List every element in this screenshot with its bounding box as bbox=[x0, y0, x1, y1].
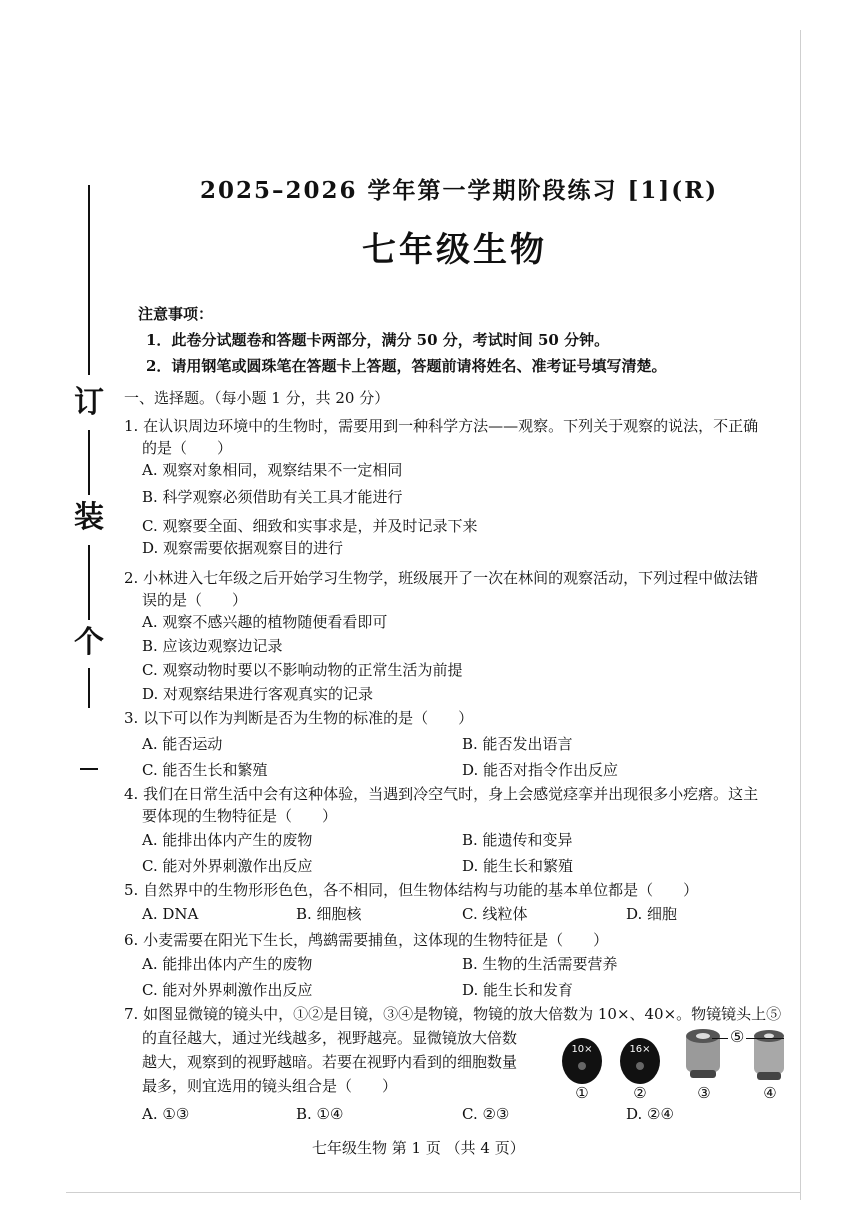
option-a: A. DNA bbox=[142, 905, 199, 923]
notice-heading: 注意事项： bbox=[138, 305, 214, 323]
binding-char-ge: 个 bbox=[74, 625, 104, 660]
question-stem: 3. 以下可以作为判断是否为生物的标准的是（ ） bbox=[124, 709, 474, 727]
option-c: C. 线粒体 bbox=[462, 905, 528, 923]
page-footer: 七年级生物 第 1 页 （共 4 页） bbox=[312, 1139, 525, 1157]
binding-char-ding: 订 bbox=[74, 385, 104, 420]
question-stem: 越大，观察到的视野越暗。若要在视野内看到的细胞数量 bbox=[142, 1053, 518, 1071]
option-b: B. 生物的生活需要营养 bbox=[462, 955, 618, 973]
option-d: D. 细胞 bbox=[626, 905, 678, 923]
question-stem: 5. 自然界中的生物形形色色，各不相同，但生物体结构与功能的基本单位都是（ ） bbox=[124, 881, 699, 899]
lens-label: ③ bbox=[697, 1084, 711, 1102]
question-stem: 误的是（ ） bbox=[142, 591, 248, 609]
question-stem: 的是（ ） bbox=[142, 439, 233, 457]
binding-line bbox=[88, 668, 90, 708]
option-a: A. 观察不感兴趣的植物随便看看即可 bbox=[142, 613, 388, 631]
binding-line bbox=[88, 545, 90, 620]
option-d: D. 能生长和繁殖 bbox=[462, 857, 574, 875]
scan-edge-bottom bbox=[66, 1192, 801, 1193]
lens-label: ② bbox=[633, 1084, 647, 1102]
option-a: A. 能排出体内产生的废物 bbox=[142, 955, 313, 973]
binding-tick bbox=[80, 768, 98, 770]
option-a: A. 能否运动 bbox=[142, 735, 223, 753]
option-c: C. 能对外界刺激作出反应 bbox=[142, 857, 313, 875]
option-b: B. 能遗传和变异 bbox=[462, 831, 573, 849]
binding-char-zhuang: 装 bbox=[74, 500, 104, 535]
section-heading: 一、选择题。（每小题 1 分，共 20 分） bbox=[124, 389, 390, 407]
option-a: A. 观察对象相同，观察结果不一定相同 bbox=[142, 461, 403, 479]
option-c: C. 观察动物时要以不影响动物的正常生活为前提 bbox=[142, 661, 463, 679]
question-stem: 的直径越大，通过光线越多，视野越亮。显微镜放大倍数 bbox=[142, 1029, 518, 1047]
option-c: C. 能对外界刺激作出反应 bbox=[142, 981, 313, 999]
option-d: D. 能生长和发育 bbox=[462, 981, 574, 999]
option-d: D. ②④ bbox=[626, 1105, 674, 1123]
option-b: B. 能否发出语言 bbox=[462, 735, 573, 753]
option-b: B. 应该边观察边记录 bbox=[142, 637, 283, 655]
option-d: D. 能否对指令作出反应 bbox=[462, 761, 619, 779]
eyepiece-mark: 10× bbox=[571, 1044, 593, 1055]
option-b: B. 细胞核 bbox=[296, 905, 362, 923]
callout-label: ⑤ bbox=[730, 1027, 745, 1046]
question-stem: 最多，则宜选用的镜头组合是（ ） bbox=[142, 1077, 398, 1095]
question-stem: 要体现的生物特征是（ ） bbox=[142, 807, 338, 825]
option-b: B. 科学观察必须借助有关工具才能进行 bbox=[142, 488, 403, 506]
callout-line bbox=[712, 1038, 784, 1039]
question-stem: 1. 在认识周边环境中的生物时，需要用到一种科学方法——观察。下列关于观察的说法，不正确 bbox=[124, 417, 759, 435]
lens-label: ① bbox=[575, 1084, 589, 1102]
option-d: D. 观察需要依据观察目的进行 bbox=[142, 539, 344, 557]
scan-edge-right bbox=[800, 30, 801, 1200]
eyepiece-lens-16x-icon bbox=[618, 1036, 662, 1086]
binding-line bbox=[88, 430, 90, 495]
objective-lens-icon bbox=[680, 1026, 726, 1086]
question-stem: 7. 如图显微镜的镜头中，①②是目镜，③④是物镜，物镜的放大倍数为 10×、40×。物镜镜头上⑤ bbox=[124, 1005, 782, 1023]
eyepiece-mark: 16× bbox=[629, 1044, 651, 1055]
subject-title: 七年级生物 bbox=[362, 230, 547, 270]
option-b: B. ①④ bbox=[296, 1105, 344, 1123]
question-stem: 2. 小林进入七年级之后开始学习生物学，班级展开了一次在林间的观察活动，下列过程中做法错 bbox=[124, 569, 759, 587]
objective-lens-icon bbox=[746, 1026, 792, 1086]
question-stem: 4. 我们在日常生活中会有这种体验，当遇到冷空气时，身上会感觉痉挛并出现很多小疙瘩。这主 bbox=[124, 785, 759, 803]
option-c: C. 观察要全面、细致和实事求是，并及时记录下来 bbox=[142, 517, 478, 535]
notice-item: 2．请用钢笔或圆珠笔在答题卡上答题，答题前请将姓名、准考证号填写清楚。 bbox=[146, 357, 667, 375]
option-c: C. ②③ bbox=[462, 1105, 510, 1123]
question-stem: 6. 小麦需要在阳光下生长，鸬鹚需要捕鱼，这体现的生物特征是（ ） bbox=[124, 931, 609, 949]
notice-item: 1．此卷分试题卷和答题卡两部分，满分 50 分，考试时间 50 分钟。 bbox=[146, 331, 610, 349]
option-a: A. ①③ bbox=[142, 1105, 190, 1123]
option-c: C. 能否生长和繁殖 bbox=[142, 761, 268, 779]
option-d: D. 对观察结果进行客观真实的记录 bbox=[142, 685, 374, 703]
eyepiece-lens-10x-icon bbox=[560, 1036, 604, 1086]
exam-title: 2025–2026 学年第一学期阶段练习 [1](R) bbox=[200, 177, 719, 204]
binding-line bbox=[88, 185, 90, 375]
lens-label: ④ bbox=[763, 1084, 777, 1102]
option-a: A. 能排出体内产生的废物 bbox=[142, 831, 313, 849]
